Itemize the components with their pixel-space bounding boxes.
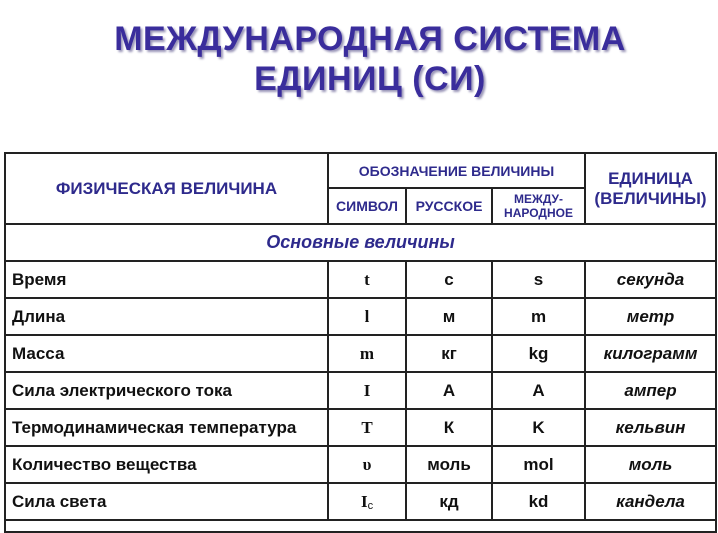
russian-designation: м	[406, 298, 492, 335]
header-quantity: ФИЗИЧЕСКАЯ ВЕЛИЧИНА	[5, 153, 328, 224]
header-unit	[585, 153, 716, 224]
header-intl-line1: МЕЖДУ-	[514, 192, 564, 206]
international-designation: kg	[492, 335, 585, 372]
international-designation: kd	[492, 483, 585, 520]
quantity-name: Количество вещества	[5, 446, 328, 483]
quantity-symbol	[328, 409, 406, 446]
symbol-text: l	[364, 306, 370, 326]
unit-name: ампер	[585, 372, 716, 409]
russian-designation: К	[406, 409, 492, 446]
unit-name: кандела	[585, 483, 716, 520]
unit-name: метр	[585, 298, 716, 335]
russian-designation: кд	[406, 483, 492, 520]
quantity-name: Масса	[5, 335, 328, 372]
table-row-empty	[5, 520, 716, 532]
symbol-text: T	[361, 417, 373, 437]
header-russian: РУССКОЕ	[406, 188, 492, 224]
symbol-text: I	[360, 491, 368, 511]
unit-name: килограмм	[585, 335, 716, 372]
section-title: Основные величины	[5, 224, 716, 261]
quantity-symbol	[328, 372, 406, 409]
table-row	[5, 483, 716, 520]
quantity-symbol	[328, 298, 406, 335]
si-units-table	[4, 152, 717, 533]
table-row	[5, 261, 716, 298]
page-title-line1: МЕЖДУНАРОДНАЯ СИСТЕМА	[114, 20, 626, 58]
russian-designation: с	[406, 261, 492, 298]
quantity-symbol	[328, 335, 406, 372]
russian-designation: кг	[406, 335, 492, 372]
international-designation: s	[492, 261, 585, 298]
table-row	[5, 335, 716, 372]
quantity-name: Сила света	[5, 483, 328, 520]
russian-designation: моль	[406, 446, 492, 483]
header-international	[492, 188, 585, 224]
header-designation: ОБОЗНАЧЕНИЕ ВЕЛИЧИНЫ	[328, 153, 585, 188]
header-unit-line1: ЕДИНИЦА	[608, 168, 693, 188]
symbol-text: υ	[362, 454, 372, 474]
header-intl-line2: НАРОДНОЕ	[504, 206, 573, 220]
quantity-name: Длина	[5, 298, 328, 335]
header-symbol: СИМВОЛ	[328, 188, 406, 224]
international-designation: A	[492, 372, 585, 409]
quantity-name: Сила электрического тока	[5, 372, 328, 409]
unit-name: кельвин	[585, 409, 716, 446]
international-designation: m	[492, 298, 585, 335]
table-row	[5, 409, 716, 446]
symbol-text: t	[364, 269, 370, 289]
table-row	[5, 372, 716, 409]
quantity-symbol	[328, 483, 406, 520]
header-unit-line2: (ВЕЛИЧИНЫ)	[594, 188, 707, 208]
quantity-name: Время	[5, 261, 328, 298]
table-row	[5, 298, 716, 335]
table-row	[5, 446, 716, 483]
page-title-line2: ЕДИНИЦ (СИ)	[254, 60, 486, 98]
unit-name: моль	[585, 446, 716, 483]
quantity-symbol	[328, 261, 406, 298]
russian-designation: А	[406, 372, 492, 409]
international-designation: mol	[492, 446, 585, 483]
quantity-symbol	[328, 446, 406, 483]
unit-name: секунда	[585, 261, 716, 298]
international-designation: K	[492, 409, 585, 446]
symbol-text: I	[363, 380, 371, 400]
symbol-subscript: c	[367, 499, 374, 512]
symbol-text: m	[359, 343, 375, 363]
quantity-name: Термодинамическая температура	[5, 409, 328, 446]
